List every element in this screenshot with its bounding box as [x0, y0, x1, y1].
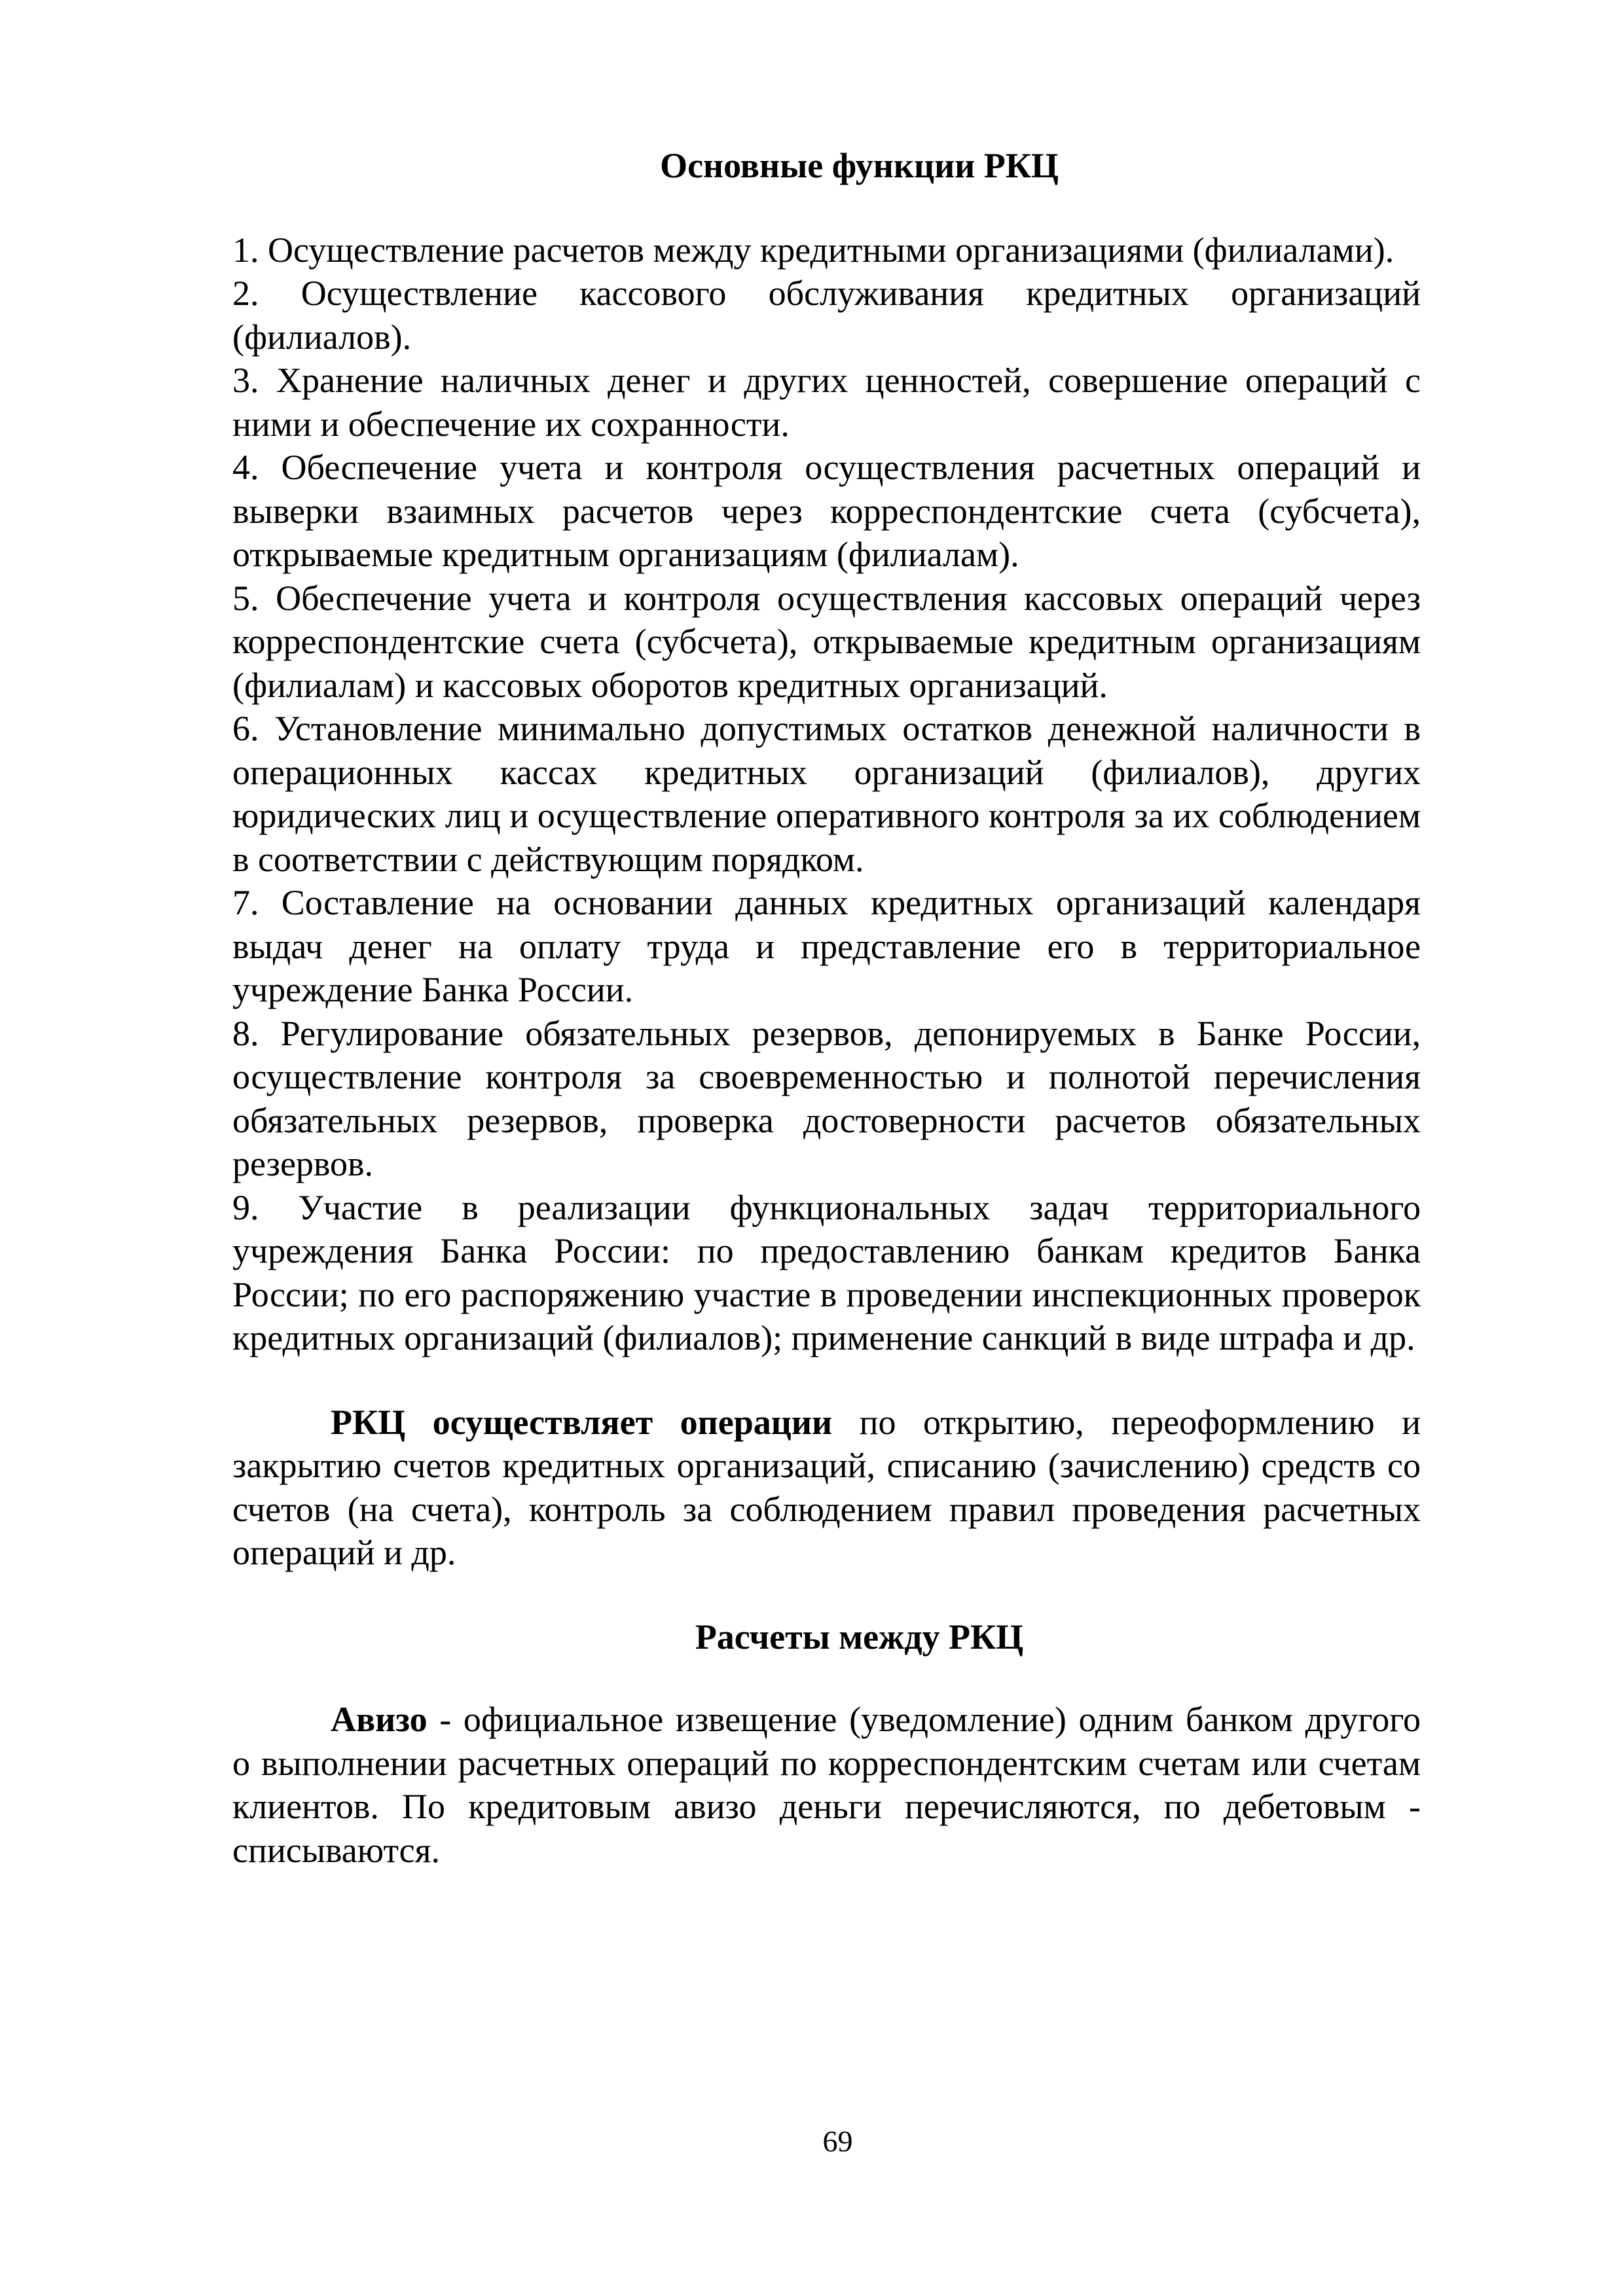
section-title-settlements: Расчеты между РКЦ: [695, 1617, 1024, 1657]
aviso-paragraph: [232, 1698, 1421, 1872]
function-item-7: 7. Составление на основании данных кредитных организаций календаря выдач денег на оплату труда и представление его в территориальное учреждение Банка России.: [232, 883, 1421, 1009]
section-title-main-functions: Основные функции РКЦ: [660, 146, 1059, 185]
document-page: [232, 144, 1421, 1872]
function-item-3: 3. Хранение наличных денег и других ценностей, совершение операций с ними и обеспечение их сохранности.: [232, 361, 1421, 444]
operations-text: по открытию, переоформлению и закрытию счетов кредитных организаций, списанию (зачислению) средств со счетов (на счета), контроль за соблюдением правил проведения расчетных операций и др.: [232, 1402, 1421, 1572]
aviso-term: Авизо: [331, 1700, 428, 1739]
page-number: 69: [822, 2125, 853, 2158]
operations-paragraph: [232, 1401, 1421, 1575]
function-item-8: 8. Регулирование обязательных резервов, депонируемых в Банке России, осуществление контроля за своевременностью и полнотой перечисления обязательных резервов, проверка достоверности расчетов обязательных резервов.: [232, 1013, 1421, 1183]
function-item-2: 2. Осуществление кассового обслуживания кредитных организаций (филиалов).: [232, 274, 1421, 357]
aviso-definition: - официальное извещение (уведомление) одним банком другого о выполнении расчетных операций по корреспондентским счетам или счетам клиентов. По кредитовым авизо деньги перечисляются, по дебетовым - списываются.: [232, 1700, 1421, 1870]
function-item-5: 5. Обеспечение учета и контроля осуществления кассовых операций через корреспондентские счета (субсчета), открываемые кредитным организациям (филиалам) и кассовых оборотов кредитных организаций.: [232, 578, 1421, 705]
operations-lead: РКЦ осуществляет операции: [331, 1402, 833, 1442]
function-item-1: 1. Осуществление расчетов между кредитными организациями (филиалами).: [232, 230, 1395, 270]
function-item-9: 9. Участие в реализации функциональных задач территориального учреждения Банка России: по предоставлению банкам кредитов Банка России; по его распоряжению участие в проведении инспекционных проверок кредитных организаций (филиалов); применение санкций в виде штрафа и др.: [232, 1187, 1421, 1357]
function-item-6: 6. Установление минимально допустимых остатков денежной наличности в операционных кассах кредитных организаций (филиалов), других юридических лиц и осуществление оперативного контроля за их соблюдением в соответствии с действующим порядком.: [232, 709, 1421, 879]
function-item-4: 4. Обеспечение учета и контроля осуществления расчетных операций и выверки взаимных расчетов через корреспондентские счета (субсчета), открываемые кредитным организациям (филиалам).: [232, 448, 1421, 574]
functions-list: [232, 228, 1421, 1360]
